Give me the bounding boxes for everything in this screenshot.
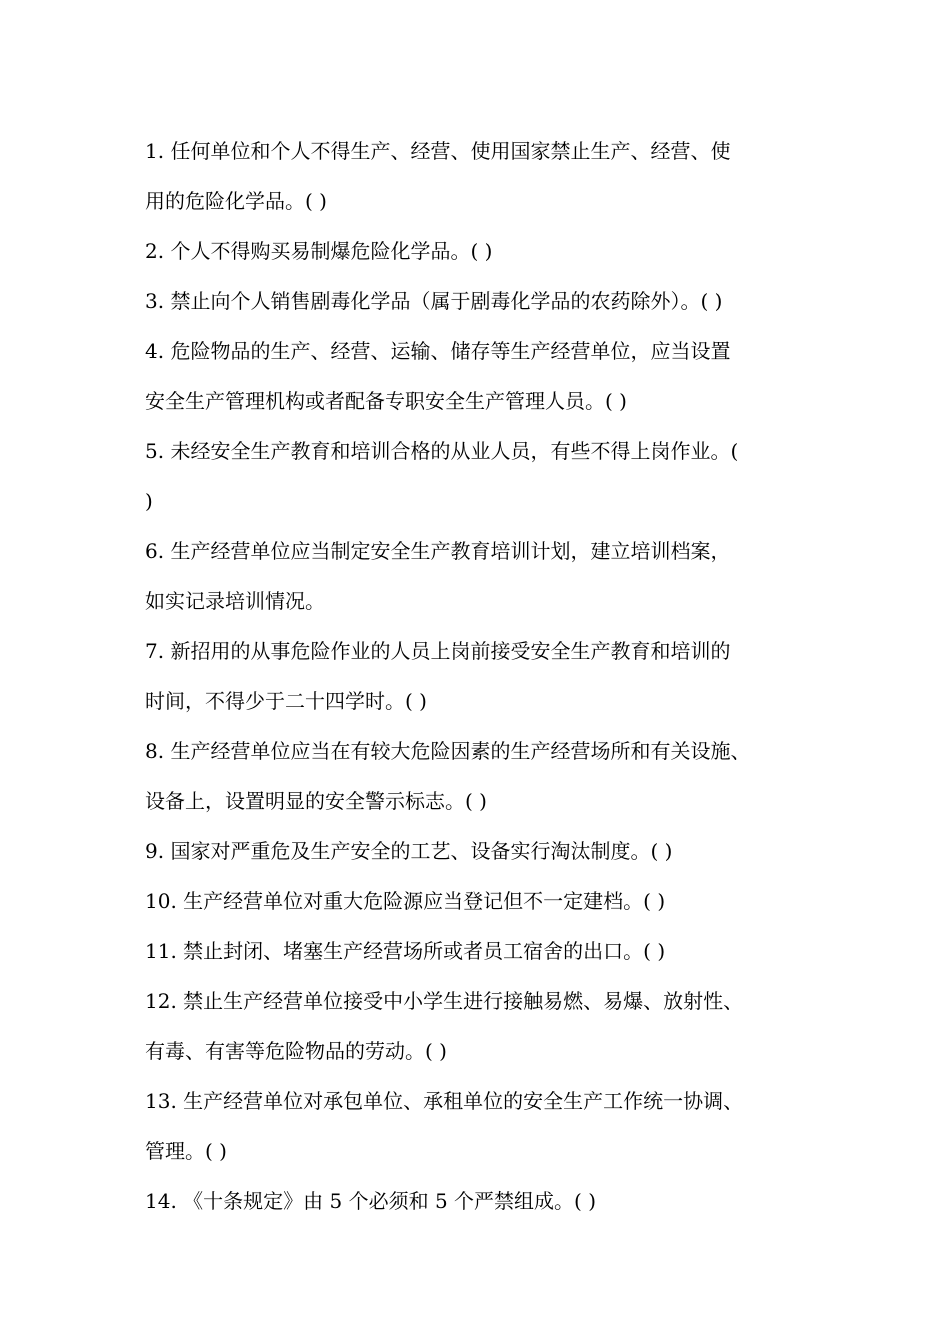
question-8-line-2: 设备上，设置明显的安全警示标志。( ): [145, 789, 487, 813]
question-2: 2. 个人不得购买易制爆危险化学品。( ): [145, 239, 493, 263]
question-4-line-1: 4. 危险物品的生产、经营、运输、储存等生产经营单位，应当设置: [145, 339, 731, 363]
question-3: 3. 禁止向个人销售剧毒化学品（属于剧毒化学品的农药除外）。( ): [145, 289, 723, 313]
question-9: 9. 国家对严重危及生产安全的工艺、设备实行淘汰制度。( ): [145, 839, 673, 863]
question-1-line-1: 1. 任何单位和个人不得生产、经营、使用国家禁止生产、经营、使: [145, 139, 731, 163]
question-14: 14. 《十条规定》由 5 个必须和 5 个严禁组成。( ): [145, 1189, 597, 1213]
question-1-line-2: 用的危险化学品。( ): [145, 189, 327, 213]
question-list: [145, 126, 825, 1226]
question-6-line-2: 如实记录培训情况。: [145, 589, 325, 613]
question-8-line-1: 8. 生产经营单位应当在有较大危险因素的生产经营场所和有关设施、: [145, 739, 751, 763]
question-4-line-2: 安全生产管理机构或者配备专职安全生产管理人员。( ): [145, 389, 627, 413]
question-10: 10. 生产经营单位对重大危险源应当登记但不一定建档。( ): [145, 889, 666, 913]
question-13-line-2: 管理。( ): [145, 1139, 227, 1163]
question-13-line-1: 13. 生产经营单位对承包单位、承租单位的安全生产工作统一协调、: [145, 1089, 744, 1113]
question-12-line-1: 12. 禁止生产经营单位接受中小学生进行接触易燃、易爆、放射性、: [145, 989, 744, 1013]
question-5-line-2: ): [145, 489, 153, 513]
question-5-line-1: 5. 未经安全生产教育和培训合格的从业人员，有些不得上岗作业。(: [145, 439, 739, 463]
question-12-line-2: 有毒、有害等危险物品的劳动。( ): [145, 1039, 447, 1063]
question-7-line-2: 时间，不得少于二十四学时。( ): [145, 689, 427, 713]
question-7-line-1: 7. 新招用的从事危险作业的人员上岗前接受安全生产教育和培训的: [145, 639, 731, 663]
question-6-line-1: 6. 生产经营单位应当制定安全生产教育培训计划，建立培训档案，: [145, 539, 731, 563]
question-11: 11. 禁止封闭、堵塞生产经营场所或者员工宿舍的出口。( ): [145, 939, 666, 963]
